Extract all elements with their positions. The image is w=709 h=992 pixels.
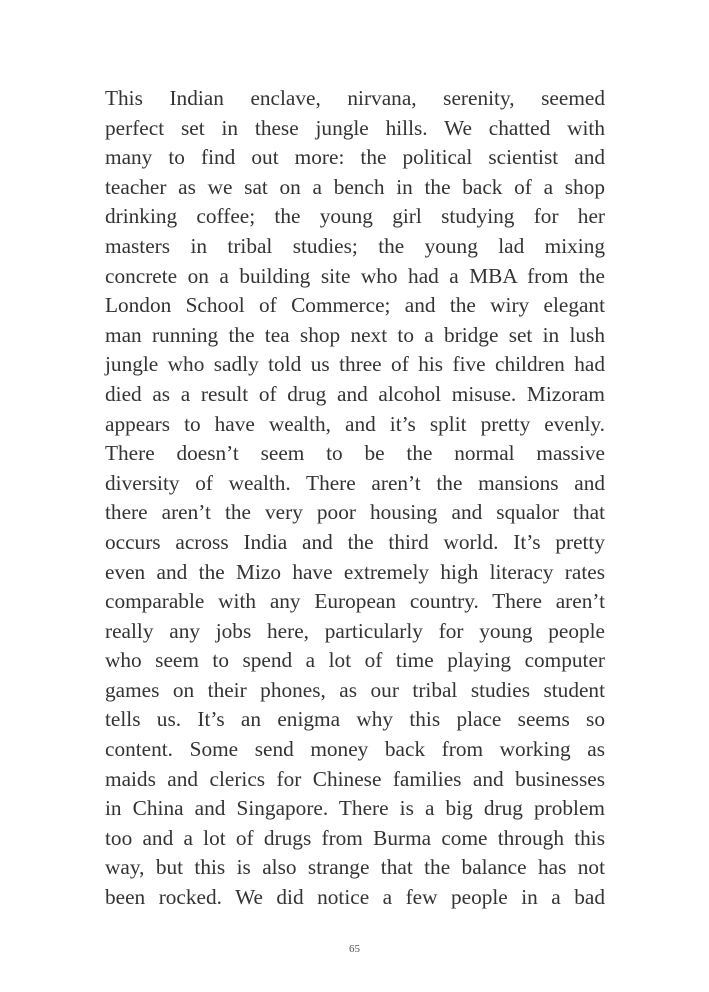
- text-line: London School of Commerce; and the wiry elegant: [105, 293, 605, 318]
- text-line: teacher as we sat on a bench in the back of a shop: [105, 174, 605, 199]
- text-line: there aren’t the very poor housing and squalor that: [105, 500, 605, 525]
- text-line: diversity of wealth. There aren’t the mansions and: [105, 470, 605, 495]
- text-line: comparable with any European country. There aren’t: [105, 589, 605, 614]
- text-line: perfect set in these jungle hills. We chatted with: [105, 115, 605, 140]
- page-number: 65: [349, 943, 360, 955]
- text-line: appears to have wealth, and it’s split pretty evenly.: [105, 411, 605, 436]
- text-line: games on their phones, as our tribal studies student: [105, 677, 605, 702]
- text-line: drinking coffee; the young girl studying for her: [105, 204, 605, 229]
- text-line: concrete on a building site who had a MBA from the: [105, 263, 605, 288]
- text-line: jungle who sadly told us three of his five children had: [105, 352, 605, 377]
- text-line: masters in tribal studies; the young lad mixing: [105, 233, 605, 258]
- text-line: too and a lot of drugs from Burma come through this: [105, 825, 605, 850]
- text-line: way, but this is also strange that the balance has not: [105, 855, 605, 880]
- body-paragraph: [105, 84, 605, 913]
- text-line: man running the tea shop next to a bridge set in lush: [105, 322, 605, 347]
- text-line: This Indian enclave, nirvana, serenity, seemed: [105, 86, 605, 110]
- text-line: maids and clerics for Chinese families and businesses: [105, 766, 605, 791]
- text-line: been rocked. We did notice a few people in a bad: [105, 885, 605, 910]
- text-line: even and the Mizo have extremely high literacy rates: [105, 559, 605, 584]
- text-line: content. Some send money back from working as: [105, 737, 605, 762]
- text-line: tells us. It’s an enigma why this place seems so: [105, 707, 605, 732]
- text-line: who seem to spend a lot of time playing computer: [105, 648, 605, 673]
- text-line: There doesn’t seem to be the normal massive: [105, 441, 605, 466]
- text-line: really any jobs here, particularly for young people: [105, 618, 605, 643]
- text-line: many to find out more: the political scientist and: [105, 145, 605, 170]
- text-line: in China and Singapore. There is a big drug problem: [105, 796, 605, 821]
- text-line: occurs across India and the third world. It’s pretty: [105, 529, 605, 554]
- text-line: died as a result of drug and alcohol misuse. Mizoram: [105, 381, 605, 406]
